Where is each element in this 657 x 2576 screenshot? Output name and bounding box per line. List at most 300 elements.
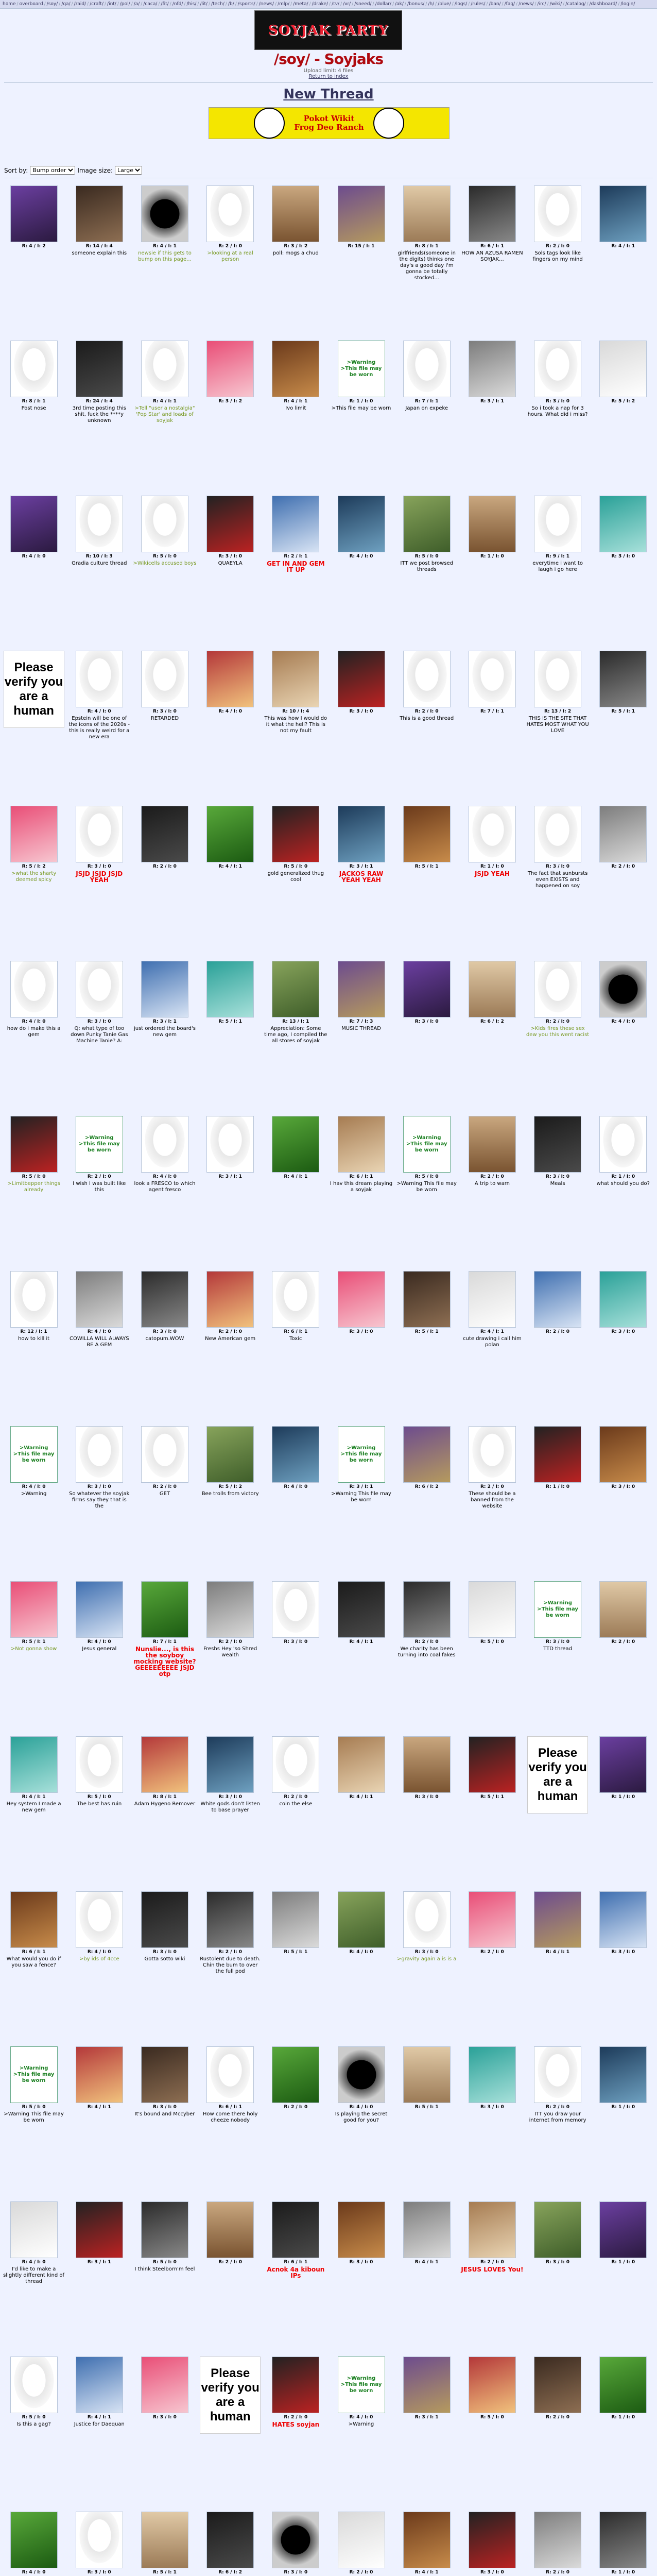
thread-card[interactable]: [591, 1581, 656, 1736]
thread-card[interactable]: [328, 1736, 394, 1891]
spoiler-warning-thumbnail[interactable]: >Warning >This file may be worn: [403, 1116, 451, 1173]
thread-thumbnail[interactable]: [403, 2201, 451, 2258]
thread-card[interactable]: [1, 1736, 66, 1891]
thread-card[interactable]: [1, 806, 66, 961]
thread-card[interactable]: [459, 1426, 525, 1581]
thread-thumbnail[interactable]: [599, 496, 647, 552]
thread-thumbnail[interactable]: [141, 2512, 188, 2568]
ad-banner[interactable]: [209, 107, 449, 139]
thread-card[interactable]: [132, 2357, 197, 2512]
thread-card[interactable]: [591, 1271, 656, 1426]
thread-thumbnail[interactable]: [76, 2046, 123, 2103]
thread-thumbnail[interactable]: [141, 961, 188, 1018]
thread-card[interactable]: [132, 496, 197, 651]
thread-card[interactable]: [394, 185, 459, 341]
thread-thumbnail[interactable]: [403, 1891, 451, 1948]
thread-thumbnail[interactable]: [206, 961, 254, 1018]
thread-thumbnail[interactable]: [469, 2512, 516, 2568]
thread-thumbnail[interactable]: [10, 1891, 58, 1948]
thread-card[interactable]: [591, 2046, 656, 2201]
thread-thumbnail[interactable]: [599, 2512, 647, 2568]
thread-card[interactable]: [66, 2357, 132, 2512]
thread-card[interactable]: [198, 1736, 263, 1891]
thread-thumbnail[interactable]: [338, 2201, 385, 2258]
thread-card[interactable]: [459, 961, 525, 1116]
sort-select[interactable]: [30, 166, 75, 175]
thread-card[interactable]: [591, 496, 656, 651]
thread-card[interactable]: [1, 2512, 66, 2576]
thread-card[interactable]: [1, 1891, 66, 2046]
thread-thumbnail[interactable]: [76, 1271, 123, 1328]
thread-thumbnail[interactable]: [141, 2201, 188, 2258]
thread-card[interactable]: [1, 2046, 66, 2201]
thread-card[interactable]: [591, 2512, 656, 2576]
thread-thumbnail[interactable]: [272, 1116, 319, 1173]
thread-card[interactable]: [591, 961, 656, 1116]
thread-card[interactable]: [394, 2357, 459, 2512]
thread-thumbnail[interactable]: [10, 2512, 58, 2568]
thread-thumbnail[interactable]: [403, 1271, 451, 1328]
spoiler-warning-thumbnail[interactable]: >Warning >This file may be worn: [10, 2046, 58, 2103]
thread-card[interactable]: [1, 2201, 66, 2357]
thread-thumbnail[interactable]: [469, 651, 516, 707]
thread-card[interactable]: [198, 2512, 263, 2576]
nav-link[interactable]: /logs/: [454, 2, 468, 7]
thread-thumbnail[interactable]: [403, 2046, 451, 2103]
nav-link[interactable]: overboard: [19, 2, 43, 7]
thread-thumbnail[interactable]: [469, 185, 516, 242]
thread-thumbnail[interactable]: [599, 1271, 647, 1328]
nav-link[interactable]: /his/: [186, 2, 197, 7]
thread-thumbnail[interactable]: [469, 1581, 516, 1638]
thread-card[interactable]: [525, 806, 591, 961]
thread-thumbnail[interactable]: [403, 1581, 451, 1638]
thread-thumbnail[interactable]: [469, 341, 516, 397]
thread-thumbnail[interactable]: [76, 961, 123, 1018]
thread-card[interactable]: [66, 1426, 132, 1581]
thread-thumbnail[interactable]: [10, 2201, 58, 2258]
thread-thumbnail[interactable]: [534, 341, 581, 397]
thread-thumbnail[interactable]: [534, 2512, 581, 2568]
thread-card[interactable]: [263, 2201, 328, 2357]
nav-link[interactable]: /news/: [518, 2, 534, 7]
verify-human-box[interactable]: Please verify you are a human: [527, 1736, 588, 1814]
thread-thumbnail[interactable]: [469, 496, 516, 552]
thread-card[interactable]: [198, 1116, 263, 1271]
thread-card[interactable]: [1, 961, 66, 1116]
thread-thumbnail[interactable]: [272, 1581, 319, 1638]
nav-link[interactable]: /irc/: [537, 2, 546, 7]
thread-thumbnail[interactable]: [272, 1426, 319, 1483]
thread-thumbnail[interactable]: [10, 185, 58, 242]
thread-thumbnail[interactable]: [599, 651, 647, 707]
thread-thumbnail[interactable]: [338, 1891, 385, 1948]
thread-thumbnail[interactable]: [76, 2201, 123, 2258]
nav-link[interactable]: /lit/: [200, 2, 208, 7]
thread-thumbnail[interactable]: [141, 1426, 188, 1483]
thread-card[interactable]: [328, 2046, 394, 2201]
thread-thumbnail[interactable]: [534, 2046, 581, 2103]
thread-thumbnail[interactable]: [10, 496, 58, 552]
nav-link[interactable]: /ak/: [395, 2, 404, 7]
thread-thumbnail[interactable]: [534, 2201, 581, 2258]
thread-thumbnail[interactable]: [76, 341, 123, 397]
thread-card[interactable]: [525, 2512, 591, 2576]
thread-thumbnail[interactable]: [76, 185, 123, 242]
nav-link[interactable]: /news/: [258, 2, 274, 7]
thread-thumbnail[interactable]: [141, 185, 188, 242]
thread-card[interactable]: [66, 961, 132, 1116]
thread-card[interactable]: [328, 1426, 394, 1581]
thread-thumbnail[interactable]: [403, 651, 451, 707]
thread-card[interactable]: [525, 961, 591, 1116]
thread-thumbnail[interactable]: [206, 1426, 254, 1483]
thread-thumbnail[interactable]: [534, 651, 581, 707]
thread-card[interactable]: [263, 1891, 328, 2046]
thread-thumbnail[interactable]: [534, 1426, 581, 1483]
thread-card[interactable]: [328, 806, 394, 961]
thread-card[interactable]: [525, 496, 591, 651]
nav-link[interactable]: /sports/: [237, 2, 255, 7]
thread-card[interactable]: [394, 2201, 459, 2357]
thread-card[interactable]: [328, 1581, 394, 1736]
thread-card[interactable]: [525, 2046, 591, 2201]
thread-card[interactable]: [132, 185, 197, 341]
thread-card[interactable]: [263, 1426, 328, 1581]
thread-card[interactable]: [66, 341, 132, 496]
nav-link[interactable]: /catalog/: [565, 2, 586, 7]
thread-card[interactable]: [66, 2201, 132, 2357]
thread-card[interactable]: [263, 1736, 328, 1891]
thread-card[interactable]: [591, 1116, 656, 1271]
thread-card[interactable]: [459, 1116, 525, 1271]
nav-link[interactable]: /fit/: [161, 2, 169, 7]
thread-card[interactable]: [328, 1891, 394, 2046]
thread-thumbnail[interactable]: [599, 1736, 647, 1793]
thread-thumbnail[interactable]: [469, 1116, 516, 1173]
thread-thumbnail[interactable]: [534, 1891, 581, 1948]
thread-card[interactable]: [198, 1581, 263, 1736]
thread-thumbnail[interactable]: [141, 341, 188, 397]
thread-card[interactable]: [591, 341, 656, 496]
thread-card[interactable]: [525, 1891, 591, 2046]
nav-link[interactable]: /h/: [428, 2, 435, 7]
thread-card[interactable]: [459, 651, 525, 806]
thread-card[interactable]: [1, 496, 66, 651]
thread-thumbnail[interactable]: [599, 2357, 647, 2413]
thread-thumbnail[interactable]: [272, 2201, 319, 2258]
thread-card[interactable]: [525, 185, 591, 341]
thread-card[interactable]: [198, 1271, 263, 1426]
thread-card[interactable]: [591, 1736, 656, 1891]
thread-card[interactable]: [459, 185, 525, 341]
thread-thumbnail[interactable]: [10, 1736, 58, 1793]
thread-thumbnail[interactable]: [206, 651, 254, 707]
thread-card[interactable]: [394, 651, 459, 806]
thread-card[interactable]: [328, 341, 394, 496]
thread-thumbnail[interactable]: [469, 806, 516, 862]
thread-thumbnail[interactable]: [141, 1271, 188, 1328]
spoiler-warning-thumbnail[interactable]: >Warning >This file may be worn: [338, 1426, 385, 1483]
nav-link[interactable]: /tech/: [211, 2, 224, 7]
thread-card[interactable]: [132, 1891, 197, 2046]
thread-card[interactable]: [591, 2357, 656, 2512]
spoiler-warning-thumbnail[interactable]: >Warning >This file may be worn: [338, 341, 385, 397]
thread-thumbnail[interactable]: [599, 1116, 647, 1173]
thread-thumbnail[interactable]: [272, 496, 319, 552]
thread-thumbnail[interactable]: [403, 1736, 451, 1793]
thread-thumbnail[interactable]: [469, 1426, 516, 1483]
thread-card[interactable]: [1, 651, 66, 806]
thread-card[interactable]: [1, 1426, 66, 1581]
spoiler-warning-thumbnail[interactable]: >Warning >This file may be worn: [534, 1581, 581, 1638]
thread-thumbnail[interactable]: [10, 341, 58, 397]
thread-thumbnail[interactable]: [206, 1736, 254, 1793]
thread-card[interactable]: [132, 1271, 197, 1426]
thread-thumbnail[interactable]: [10, 961, 58, 1018]
thread-thumbnail[interactable]: [403, 185, 451, 242]
thread-thumbnail[interactable]: [534, 806, 581, 862]
thread-card[interactable]: [66, 185, 132, 341]
thread-card[interactable]: [1, 341, 66, 496]
thread-card[interactable]: [459, 1736, 525, 1891]
thread-thumbnail[interactable]: [599, 2201, 647, 2258]
thread-thumbnail[interactable]: [76, 1891, 123, 1948]
nav-link[interactable]: /drake/: [312, 2, 328, 7]
thread-card[interactable]: [66, 496, 132, 651]
nav-link[interactable]: /bonus/: [407, 2, 425, 7]
thread-card[interactable]: [1, 1581, 66, 1736]
thread-thumbnail[interactable]: [534, 1116, 581, 1173]
thread-card[interactable]: [263, 961, 328, 1116]
thread-card[interactable]: [394, 1891, 459, 2046]
nav-link[interactable]: /tv/: [332, 2, 340, 7]
thread-thumbnail[interactable]: [10, 1116, 58, 1173]
thread-thumbnail[interactable]: [76, 2357, 123, 2413]
thread-thumbnail[interactable]: [469, 1736, 516, 1793]
thread-card[interactable]: [459, 1891, 525, 2046]
thread-card[interactable]: [66, 1271, 132, 1426]
thread-thumbnail[interactable]: [272, 651, 319, 707]
thread-thumbnail[interactable]: [469, 2357, 516, 2413]
thread-card[interactable]: [198, 341, 263, 496]
thread-thumbnail[interactable]: [534, 2357, 581, 2413]
thread-card[interactable]: [132, 2201, 197, 2357]
nav-link[interactable]: /vr/: [343, 2, 351, 7]
verify-human-box[interactable]: Please verify you are a human: [200, 2357, 261, 2434]
thread-thumbnail[interactable]: [469, 961, 516, 1018]
thread-thumbnail[interactable]: [599, 1426, 647, 1483]
thread-card[interactable]: [394, 496, 459, 651]
nav-link[interactable]: /faq/: [504, 2, 515, 7]
thread-card[interactable]: [198, 961, 263, 1116]
thread-thumbnail[interactable]: [469, 1271, 516, 1328]
thread-thumbnail[interactable]: [338, 1736, 385, 1793]
thread-card[interactable]: [263, 185, 328, 341]
nav-link[interactable]: /caca/: [143, 2, 158, 7]
thread-card[interactable]: [459, 341, 525, 496]
thread-thumbnail[interactable]: [534, 496, 581, 552]
thread-card[interactable]: [394, 1271, 459, 1426]
nav-link[interactable]: /rules/: [471, 2, 486, 7]
thread-card[interactable]: [198, 185, 263, 341]
thread-thumbnail[interactable]: [206, 2046, 254, 2103]
thread-card[interactable]: [525, 651, 591, 806]
thread-card[interactable]: [263, 496, 328, 651]
thread-thumbnail[interactable]: [272, 1891, 319, 1948]
new-thread-link[interactable]: New Thread: [283, 87, 374, 102]
thread-thumbnail[interactable]: [272, 2357, 319, 2413]
thread-thumbnail[interactable]: [338, 1271, 385, 1328]
thread-card[interactable]: [591, 185, 656, 341]
nav-link[interactable]: /dashboard/: [589, 2, 617, 7]
thread-thumbnail[interactable]: [403, 2512, 451, 2568]
thread-card[interactable]: [459, 1271, 525, 1426]
thread-card[interactable]: [591, 806, 656, 961]
thread-thumbnail[interactable]: [534, 185, 581, 242]
thread-card[interactable]: [459, 496, 525, 651]
thread-thumbnail[interactable]: [206, 1271, 254, 1328]
thread-card[interactable]: [525, 1426, 591, 1581]
thread-card[interactable]: [263, 806, 328, 961]
nav-link[interactable]: /raid/: [74, 2, 87, 7]
thread-thumbnail[interactable]: [76, 1426, 123, 1483]
thread-card[interactable]: [263, 1116, 328, 1271]
thread-card[interactable]: [1, 1116, 66, 1271]
thread-thumbnail[interactable]: [206, 1891, 254, 1948]
thread-card[interactable]: [591, 1426, 656, 1581]
spoiler-warning-thumbnail[interactable]: >Warning >This file may be worn: [338, 2357, 385, 2413]
thread-card[interactable]: [66, 1116, 132, 1271]
thread-thumbnail[interactable]: [403, 806, 451, 862]
thread-card[interactable]: [328, 2512, 394, 2576]
thread-card[interactable]: [66, 1581, 132, 1736]
thread-card[interactable]: [132, 2512, 197, 2576]
thread-thumbnail[interactable]: [338, 1581, 385, 1638]
thread-card[interactable]: [394, 1426, 459, 1581]
thread-thumbnail[interactable]: [338, 651, 385, 707]
nav-link[interactable]: /mlp/: [278, 2, 290, 7]
thread-thumbnail[interactable]: [141, 651, 188, 707]
thread-card[interactable]: [66, 806, 132, 961]
thread-thumbnail[interactable]: [76, 2512, 123, 2568]
thread-card[interactable]: [525, 2201, 591, 2357]
thread-card[interactable]: [263, 2357, 328, 2512]
thread-card[interactable]: [263, 1581, 328, 1736]
thread-card[interactable]: [132, 961, 197, 1116]
thread-thumbnail[interactable]: [141, 2357, 188, 2413]
thread-card[interactable]: [591, 2201, 656, 2357]
thread-thumbnail[interactable]: [141, 1116, 188, 1173]
thread-card[interactable]: [198, 1891, 263, 2046]
thread-thumbnail[interactable]: [338, 806, 385, 862]
thread-thumbnail[interactable]: [338, 185, 385, 242]
thread-thumbnail[interactable]: [206, 341, 254, 397]
thread-thumbnail[interactable]: [141, 2046, 188, 2103]
nav-link[interactable]: home: [3, 2, 16, 7]
thread-thumbnail[interactable]: [403, 496, 451, 552]
thread-thumbnail[interactable]: [76, 1736, 123, 1793]
thread-card[interactable]: [198, 2357, 263, 2512]
thread-thumbnail[interactable]: [272, 2046, 319, 2103]
thread-card[interactable]: [525, 1271, 591, 1426]
nav-link[interactable]: /login/: [620, 2, 635, 7]
thread-card[interactable]: [132, 651, 197, 806]
thread-card[interactable]: [459, 2512, 525, 2576]
thread-card[interactable]: [132, 1736, 197, 1891]
image-size-select[interactable]: [115, 166, 142, 175]
spoiler-warning-thumbnail[interactable]: >Warning >This file may be worn: [10, 1426, 58, 1483]
thread-card[interactable]: [328, 185, 394, 341]
thread-thumbnail[interactable]: [534, 961, 581, 1018]
thread-thumbnail[interactable]: [272, 961, 319, 1018]
thread-card[interactable]: [198, 2201, 263, 2357]
thread-card[interactable]: [198, 651, 263, 806]
thread-thumbnail[interactable]: [599, 341, 647, 397]
thread-thumbnail[interactable]: [599, 1581, 647, 1638]
thread-card[interactable]: [328, 496, 394, 651]
thread-thumbnail[interactable]: [338, 961, 385, 1018]
thread-card[interactable]: [328, 2201, 394, 2357]
thread-thumbnail[interactable]: [141, 1891, 188, 1948]
thread-thumbnail[interactable]: [141, 806, 188, 862]
thread-card[interactable]: [198, 496, 263, 651]
thread-card[interactable]: [591, 1891, 656, 2046]
thread-thumbnail[interactable]: [599, 1891, 647, 1948]
thread-card[interactable]: [132, 341, 197, 496]
thread-thumbnail[interactable]: [141, 1736, 188, 1793]
thread-card[interactable]: [459, 2357, 525, 2512]
thread-card[interactable]: [328, 2357, 394, 2512]
thread-card[interactable]: [328, 651, 394, 806]
thread-card[interactable]: [263, 2046, 328, 2201]
thread-card[interactable]: [394, 1736, 459, 1891]
thread-thumbnail[interactable]: [338, 2046, 385, 2103]
thread-thumbnail[interactable]: [403, 961, 451, 1018]
thread-card[interactable]: [263, 341, 328, 496]
thread-card[interactable]: [1, 1271, 66, 1426]
nav-link[interactable]: /blue/: [438, 2, 451, 7]
thread-thumbnail[interactable]: [76, 1581, 123, 1638]
thread-thumbnail[interactable]: [403, 341, 451, 397]
thread-card[interactable]: [394, 341, 459, 496]
nav-link[interactable]: /dollar/: [375, 2, 392, 7]
thread-thumbnail[interactable]: [206, 2201, 254, 2258]
thread-thumbnail[interactable]: [338, 2512, 385, 2568]
site-banner[interactable]: [254, 10, 402, 50]
nav-link[interactable]: /sneed/: [354, 2, 372, 7]
thread-card[interactable]: [66, 2512, 132, 2576]
thread-thumbnail[interactable]: [469, 2046, 516, 2103]
thread-card[interactable]: [198, 2046, 263, 2201]
thread-card[interactable]: [394, 961, 459, 1116]
thread-card[interactable]: [525, 1116, 591, 1271]
thread-thumbnail[interactable]: [272, 1271, 319, 1328]
thread-thumbnail[interactable]: [206, 806, 254, 862]
thread-thumbnail[interactable]: [403, 1426, 451, 1483]
thread-thumbnail[interactable]: [206, 2512, 254, 2568]
thread-thumbnail[interactable]: [141, 496, 188, 552]
thread-thumbnail[interactable]: [534, 1271, 581, 1328]
thread-card[interactable]: [328, 961, 394, 1116]
nav-link[interactable]: /meta/: [293, 2, 308, 7]
thread-card[interactable]: [394, 2046, 459, 2201]
nav-link[interactable]: /b/: [228, 2, 234, 7]
thread-thumbnail[interactable]: [76, 496, 123, 552]
thread-thumbnail[interactable]: [469, 2201, 516, 2258]
thread-card[interactable]: [328, 1116, 394, 1271]
thread-thumbnail[interactable]: [338, 1116, 385, 1173]
